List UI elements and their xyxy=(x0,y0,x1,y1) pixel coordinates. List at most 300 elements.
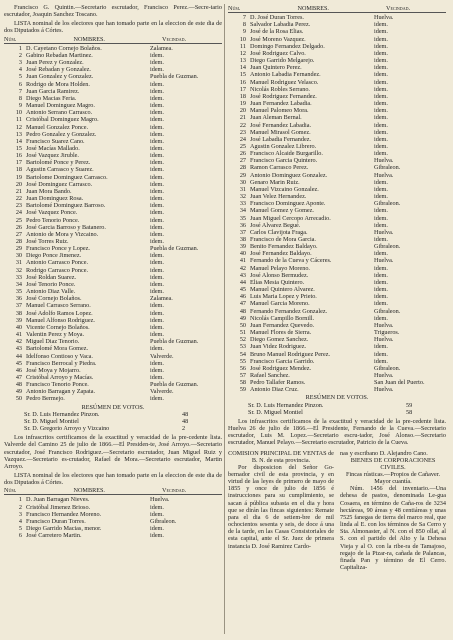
voter-name: Diego Gomez Sanchez. xyxy=(250,336,309,344)
voter-row xyxy=(4,388,222,395)
voter-residence: Gibraleon. xyxy=(374,364,401,372)
voter-row xyxy=(228,315,446,322)
voter-row xyxy=(228,172,446,179)
voter-residence: idem. xyxy=(150,66,164,74)
voter-name: Cristóbal Arroyo y Macías. xyxy=(26,373,94,381)
left-voter-list xyxy=(4,45,222,403)
voter-residence: idem. xyxy=(150,195,164,203)
voter-number: 30 xyxy=(15,252,22,260)
right-votes-title: RESÚMEN DE VOTOS. xyxy=(305,394,369,402)
voter-number: 11 xyxy=(240,42,246,50)
voter-name: Manuel Carrasco Serrano. xyxy=(26,302,91,310)
voter-residence: idem. xyxy=(374,300,388,308)
finca-text: Núm. 1456 del inventario.—Una dehesa de pastos, denominada Le-gua Cosaera, en término de Caña-ros de 3234 hectáreas, 90 áreas y 48 centiáreas y unas 7525 fanegas de tierra del marco real, que linda al E. con los términos de Sa Cerro y Sta. Almonaster, al N. con el 850 ollat, al S. con el partido del Alto y la Dehesa Vieja y al O. con la ribe-ra de Tamajoso, regajo de la Pizar-ra, cañada de Palancas, finada Pan y término de El Cerro. Capitaliza- xyxy=(340,485,446,572)
voter-number: 47 xyxy=(15,373,22,381)
voter-name: Luis Maria Lopez y Prieto. xyxy=(250,293,317,301)
voter-name: Manuel Mirasol Gomez. xyxy=(250,128,311,136)
voter-residence: Huelva. xyxy=(374,371,394,379)
voter-name: José Fernandez Labadia. xyxy=(250,121,311,129)
voter-name: Salvador Labadia Perez. xyxy=(250,21,311,29)
voter-residence: idem. xyxy=(374,357,388,365)
voter-name: D. Cayetano Cornejo Bolaños. xyxy=(26,44,102,52)
voter-residence: idem. xyxy=(374,49,388,57)
voter-name: Antonio Serrano Carrasco. xyxy=(26,109,93,117)
voter-residence: idem. xyxy=(150,51,164,59)
voter-row xyxy=(4,159,222,166)
voter-name: Diego Ponce Jimenez. xyxy=(26,252,82,260)
voter-residence: idem. xyxy=(374,286,388,294)
voter-row xyxy=(4,166,222,173)
voter-name: Diego Macias Feria. xyxy=(26,94,77,102)
voter-name: Juan Garcia Ramirez. xyxy=(26,87,80,95)
voter-number: 33 xyxy=(15,273,22,281)
voter-row xyxy=(228,279,446,286)
voter-row xyxy=(228,79,446,86)
voter-row xyxy=(228,250,446,257)
voter-residence: idem. xyxy=(150,116,164,124)
voter-name: José Carretero Martin. xyxy=(26,532,82,540)
voter-residence: idem. xyxy=(374,293,388,301)
voter-number: 34 xyxy=(239,207,246,215)
voter-row xyxy=(228,265,446,272)
voter-name: Francisco Dominguez Aponte. xyxy=(250,200,326,208)
voter-row xyxy=(4,124,222,131)
voter-number: 48 xyxy=(239,307,246,315)
voter-residence: idem. xyxy=(374,350,388,358)
voter-residence: idem. xyxy=(374,314,388,322)
voter-residence: idem. xyxy=(150,259,164,267)
voter-row xyxy=(228,71,446,78)
voter-number: 20 xyxy=(15,180,22,188)
voter-row xyxy=(4,288,222,295)
voter-name: José Dominguez Carrasco. xyxy=(26,180,93,188)
voter-number: 47 xyxy=(239,300,246,308)
commission-block xyxy=(228,450,334,572)
voter-row xyxy=(228,157,446,164)
column-divider xyxy=(224,4,225,634)
voter-name: José Rodriguez Mendez. xyxy=(250,364,311,372)
voter-residence: idem. xyxy=(150,345,164,353)
voter-residence: idem. xyxy=(150,510,164,518)
voter-name: José Rodriguez Fernandez. xyxy=(250,92,317,100)
voter-name: Valentin Perez y Moya. xyxy=(26,331,85,339)
header-home: Vecindad. xyxy=(162,487,187,495)
voter-number: 44 xyxy=(239,278,246,286)
voter-residence: idem. xyxy=(374,28,388,36)
voter-number: 2 xyxy=(18,503,22,511)
voter-name: Juan Videz Rodriguez. xyxy=(250,343,307,351)
voter-name: Diego Garrido Melgarejo. xyxy=(250,57,315,65)
voter-name: Miguel Diaz Tenorio. xyxy=(26,338,80,346)
voter-number: 38 xyxy=(239,236,246,243)
voter-residence: idem. xyxy=(374,64,388,72)
voter-row xyxy=(4,317,222,324)
voter-row xyxy=(4,310,222,317)
left-column xyxy=(4,4,222,539)
voter-row xyxy=(4,73,222,80)
voter-residence: Huelva. xyxy=(374,386,394,394)
voter-number: 55 xyxy=(239,357,246,365)
voter-row xyxy=(4,324,222,331)
voter-residence: idem. xyxy=(150,166,164,174)
voter-residence: idem. xyxy=(150,266,164,274)
voter-name: Fernando de la Cueva y Cáceres. xyxy=(250,257,332,265)
voter-residence: idem. xyxy=(374,236,388,243)
voter-number: 29 xyxy=(239,171,246,179)
voter-row xyxy=(228,365,446,372)
voter-number: 22 xyxy=(239,121,246,129)
voter-row xyxy=(228,243,446,250)
voter-number: 5 xyxy=(18,525,22,533)
voter-name: Juan Fernandez Quevedo. xyxy=(250,321,315,329)
voter-number: 11 xyxy=(16,116,22,124)
voter-name: Manuel Flores de Sierra. xyxy=(250,329,312,337)
voter-row xyxy=(4,102,222,109)
voter-name: Rodrigo Carrasco Ponce. xyxy=(26,266,89,274)
voter-name: Francisco Hernandez Moreno. xyxy=(26,510,102,518)
voter-name: Manuel Gomez y Gomez. xyxy=(250,207,314,215)
voter-row xyxy=(4,360,222,367)
voter-residence: idem. xyxy=(374,85,388,93)
candidate-name: Sr. D. Luis Hernandez Pinzon. xyxy=(24,410,100,418)
voter-residence: Trigueros. xyxy=(374,329,400,337)
voter-residence: idem. xyxy=(374,35,388,43)
voter-name: Francisco Tenorio Ponce. xyxy=(26,381,89,389)
voter-number: 19 xyxy=(239,100,246,108)
voter-name: Francisco Ponce y Lopez. xyxy=(26,245,90,253)
left-list2-header xyxy=(4,487,222,495)
voter-name: Pedro Bermejo. xyxy=(26,395,65,403)
voter-name: Francisco Duran Torres. xyxy=(26,517,86,525)
voter-residence: idem. xyxy=(150,288,164,296)
voter-number: 4 xyxy=(18,66,22,74)
voter-name: Diego Garrido Macias, menor. xyxy=(26,525,102,533)
voter-name: Manuel Gonzalez Ponce. xyxy=(26,123,89,131)
voter-residence: idem. xyxy=(374,78,388,86)
voter-number: 28 xyxy=(239,164,246,172)
voter-row xyxy=(4,138,222,145)
voter-row xyxy=(228,150,446,157)
voter-row xyxy=(4,217,222,224)
voter-residence: idem. xyxy=(374,214,388,222)
left-list2-title: LISTA nominal de los electores que han tomado parte en la eleccion de este dia de dos Diputados á Córtes. xyxy=(4,472,222,487)
voter-name: Juan Aleman Bernal. xyxy=(250,114,302,122)
voter-number: 21 xyxy=(15,187,22,195)
voter-number: 45 xyxy=(15,359,22,367)
vote-row xyxy=(228,402,446,409)
voter-name: Francisco de Mora Garcia. xyxy=(250,236,316,243)
voter-residence: idem. xyxy=(374,178,388,186)
voter-number: 48 xyxy=(15,381,22,389)
header-name: NOMBRES. xyxy=(297,5,329,12)
voter-number: 12 xyxy=(15,123,22,131)
voter-row xyxy=(4,95,222,102)
voter-number: 15 xyxy=(239,71,246,79)
left-result-text: Los infrascritos certificamos de la exactitud y veracidad de la pre-cedente lista. Valverde del Camino 25 de julio de 1866.—El Presiden-te, José Arroyo.—Secretario escrutador, José Francisco Rodriguez.—Secretario escrutador, Juan Miguel Ruiz y Vazquez.—Secretario es-crutador, Rafael de Mora.—Secretario escrutador, Martin Arroyo. xyxy=(4,434,222,470)
voter-name: Rafael Sanchez. xyxy=(250,371,290,379)
voter-name: José Vazquez Ponce. xyxy=(26,209,78,217)
voter-row xyxy=(4,245,222,252)
voter-name: Vicente Cornejo Bolaños. xyxy=(26,323,90,331)
header-num: Núm. xyxy=(4,487,17,495)
voter-number: 6 xyxy=(18,532,22,540)
voter-residence: idem. xyxy=(374,142,388,150)
header-home: Vecindad. xyxy=(162,35,187,43)
voter-number: 50 xyxy=(239,321,246,329)
voter-number: 37 xyxy=(15,302,22,310)
voter-residence: idem. xyxy=(374,121,388,129)
voter-name: José Rebadan y Gonzalez. xyxy=(26,66,91,74)
voter-number: 9 xyxy=(18,102,22,110)
voter-row xyxy=(4,188,222,195)
voter-number: 18 xyxy=(239,92,246,100)
voter-residence: Valverde. xyxy=(150,388,174,396)
voter-number: 41 xyxy=(15,331,22,339)
voter-number: 7 xyxy=(18,87,22,95)
voter-number: 17 xyxy=(239,85,246,93)
candidate-name: Sr. D. Luis Hernandez Pinzon. xyxy=(248,401,324,409)
vote-row xyxy=(4,418,222,425)
voter-number: 10 xyxy=(239,35,246,43)
voter-number: 40 xyxy=(239,250,246,258)
voter-name: José Fernandez Baldayo. xyxy=(250,250,312,258)
voter-residence: idem. xyxy=(150,152,164,160)
voter-name: José Moreno Vazquez. xyxy=(250,35,306,43)
voter-residence: Valverde. xyxy=(150,352,174,360)
voter-name: Gabino Rebadan Martinez. xyxy=(26,51,93,59)
voter-residence: idem. xyxy=(374,92,388,100)
voter-row xyxy=(4,45,222,52)
voter-number: 13 xyxy=(239,57,246,65)
voter-residence: idem. xyxy=(150,323,164,331)
voter-name: Juan Mora Bando. xyxy=(26,187,72,195)
voter-name: José Tenorio Ponce. xyxy=(26,280,76,288)
voter-name: Bruno Manuel Rodriguez Perez. xyxy=(250,350,331,358)
voter-row xyxy=(4,66,222,73)
voter-row xyxy=(4,109,222,116)
voter-row xyxy=(228,107,446,114)
voter-row xyxy=(4,231,222,238)
voter-row xyxy=(4,52,222,59)
voter-residence: idem. xyxy=(150,273,164,281)
voter-residence: idem. xyxy=(150,230,164,238)
voter-residence: Huelva. xyxy=(374,171,394,179)
voter-name: Elias Mesia Quintero. xyxy=(250,278,305,286)
left-voter-list-2 xyxy=(4,496,222,539)
voter-name: Bartolomé Dominguez Barroso. xyxy=(26,202,106,210)
voter-residence: idem. xyxy=(150,123,164,131)
voter-name: José Cornejo Bolaños. xyxy=(26,295,82,303)
voter-name: José Torres Ruiz. xyxy=(26,238,69,245)
voter-row xyxy=(228,358,446,365)
voter-name: Francisco Garcia Garrido. xyxy=(250,357,315,365)
voter-number: 25 xyxy=(15,216,22,224)
voter-row xyxy=(4,202,222,209)
voter-row xyxy=(4,532,222,539)
voter-row xyxy=(4,374,222,381)
voter-row xyxy=(4,525,222,532)
voter-row xyxy=(228,322,446,329)
voter-row xyxy=(228,300,446,307)
voter-name: Pedro Tenorio Ponce. xyxy=(26,216,80,224)
right-column xyxy=(228,4,446,571)
voter-residence: Gibraleon. xyxy=(374,200,401,208)
voter-name: Agustin Carrasco y Suarez. xyxy=(26,166,94,174)
voter-row xyxy=(4,338,222,345)
voter-row xyxy=(228,129,446,136)
voter-number: 43 xyxy=(15,345,22,353)
voter-residence: idem. xyxy=(150,532,164,540)
voter-residence: idem. xyxy=(150,87,164,95)
voter-row xyxy=(228,343,446,350)
finca-title: Fincas rústicas.—Propios de Cañaver. Mayor cuantía. xyxy=(346,471,440,486)
voter-name: José Garcia Barroso y Batanero. xyxy=(26,223,106,231)
voter-number: 23 xyxy=(239,128,246,136)
voter-residence: Huelva. xyxy=(150,496,170,504)
voter-number: 32 xyxy=(239,193,246,201)
voter-number: 7 xyxy=(242,14,246,22)
voter-name: Manuel Quintero Alvarez. xyxy=(250,286,315,294)
voter-name: Carlos Clavijota Fraga. xyxy=(250,228,308,236)
voter-row xyxy=(228,379,446,386)
voter-number: 10 xyxy=(15,109,22,117)
voter-residence: idem. xyxy=(150,302,164,310)
vote-count: 2 xyxy=(182,425,186,433)
voter-name: José Rodriguez Calvo. xyxy=(250,49,306,57)
header-home: Vecindad. xyxy=(386,5,411,12)
voter-row xyxy=(4,116,222,123)
voter-number: 26 xyxy=(15,223,22,231)
voter-residence: Huelva. xyxy=(374,321,394,329)
voter-number: 49 xyxy=(15,388,22,396)
voter-name: Ramon Carrasco Perez. xyxy=(250,164,309,172)
voter-row xyxy=(4,267,222,274)
voter-row xyxy=(228,164,446,171)
voter-row xyxy=(4,145,222,152)
voter-residence: Huelva. xyxy=(374,14,394,22)
voter-number: 45 xyxy=(239,286,246,294)
voter-row xyxy=(4,224,222,231)
voter-residence: Puebla de Guzman. xyxy=(150,338,199,346)
voter-residence: idem. xyxy=(150,238,164,245)
voter-row xyxy=(4,274,222,281)
voter-number: 16 xyxy=(15,152,22,160)
voter-number: 34 xyxy=(15,280,22,288)
voter-number: 1 xyxy=(18,44,22,52)
voter-residence: idem. xyxy=(150,144,164,152)
voter-row xyxy=(4,209,222,216)
voter-name: Antonio Diaz Valle. xyxy=(26,288,76,296)
voter-row xyxy=(4,131,222,138)
voter-row xyxy=(228,193,446,200)
voter-name: Francisco Suarez Cano. xyxy=(26,137,85,145)
voter-row xyxy=(228,57,446,64)
voter-row xyxy=(228,93,446,100)
voter-residence: idem. xyxy=(150,102,164,110)
voter-number: 1 xyxy=(18,496,22,504)
voter-row xyxy=(228,28,446,35)
right-list-header xyxy=(228,5,446,13)
voter-number: 38 xyxy=(15,309,22,317)
header-name: NOMBRES. xyxy=(73,487,105,495)
voter-number: 23 xyxy=(15,202,22,210)
voter-name: Manuel Alfonso Rodriguez. xyxy=(26,316,95,324)
voter-number: 8 xyxy=(242,21,246,29)
voter-row xyxy=(4,381,222,388)
voter-row xyxy=(228,86,446,93)
voter-name: Pedro Tallafer Ramos. xyxy=(250,379,306,387)
vote-count: 48 xyxy=(182,417,189,425)
voter-row xyxy=(228,222,446,229)
voter-number: 39 xyxy=(239,243,246,251)
voter-number: 14 xyxy=(15,137,22,145)
voter-row xyxy=(4,81,222,88)
voter-residence: Gibraleon. xyxy=(374,307,401,315)
voter-row xyxy=(228,122,446,129)
voter-residence: idem. xyxy=(374,42,388,50)
voter-residence: idem. xyxy=(150,180,164,188)
voter-row xyxy=(228,143,446,150)
voter-residence: idem. xyxy=(150,395,164,403)
voter-name: José Adolfo Ramos Lopez. xyxy=(26,309,93,317)
voter-name: Nicolás Robles Serrano. xyxy=(250,85,310,93)
voter-number: 25 xyxy=(239,142,246,150)
voter-residence: idem. xyxy=(374,271,388,279)
voter-number: 52 xyxy=(239,336,246,344)
voter-name: D. Juan Barragan Nieves. xyxy=(26,496,90,504)
header-name: NOMBRES. xyxy=(73,35,105,43)
commission-title: COMISION PRINCIPAL DE VENTAS de B. N. de esta provincia. xyxy=(228,449,334,464)
voter-residence: Puebla de Guzman. xyxy=(150,381,199,389)
voter-row xyxy=(4,59,222,66)
voter-number: 33 xyxy=(239,200,246,208)
voter-residence: Huelva. xyxy=(374,336,394,344)
voter-row xyxy=(4,295,222,302)
voter-number: 28 xyxy=(15,238,22,245)
voter-residence: idem. xyxy=(150,525,164,533)
voter-number: 24 xyxy=(15,209,22,217)
right-box-text: nas y escribano D. Alejandro Cano. xyxy=(340,449,428,457)
voter-name: Bartolomé Mora Gomez. xyxy=(26,345,89,353)
voter-residence: idem. xyxy=(150,373,164,381)
voter-name: Manuel Dominguez Magro. xyxy=(26,102,95,110)
voter-row xyxy=(4,518,222,525)
voter-residence: idem. xyxy=(150,209,164,217)
commission-text: Por disposicion del Señor Go-bernador civil de esta provincia, y en virtud de las leyes de primero de mayo de 1855 y once de julio de 1856 é instrucciones para su cumplimiento, se sacan á pública subasta en el dia y hora que se dirán las fincas siguientes: Remate para el dia 6 de setiem-bre de mil ochocientos sesenta y seis, de doce á una de la tarde, en las Casas Consistoriales de esta capital, ante el Sr. Juez de primera instancia D. José Ramirez Cardo- xyxy=(228,463,334,550)
voter-row xyxy=(228,257,446,264)
voter-residence: Puebla de Guzman. xyxy=(150,73,199,81)
voter-residence: idem. xyxy=(374,100,388,108)
voter-number: 14 xyxy=(239,64,246,72)
voter-name: Juan Velez Hernandez. xyxy=(250,193,307,201)
voter-number: 3 xyxy=(18,59,22,67)
voter-residence: Puebla de Guzman. xyxy=(150,245,199,253)
voter-number: 31 xyxy=(15,259,22,267)
voter-residence: idem. xyxy=(374,185,388,193)
voter-number: 13 xyxy=(15,130,22,138)
voter-number: 57 xyxy=(239,371,246,379)
voter-residence: Zalamea. xyxy=(150,295,173,303)
voter-number: 36 xyxy=(15,295,22,303)
left-intro: Francisco G. Quintin.—Secretario escrutador, Francisco Perez.—Secre-tario escrutador, Joaquin Sanchez Toscano. xyxy=(4,4,222,19)
voter-name: Juan Perez y Gonzalez. xyxy=(26,59,84,67)
voter-row xyxy=(4,252,222,259)
voter-number: 35 xyxy=(239,214,246,222)
voter-name: Manuel Palomeo Mora. xyxy=(250,107,309,115)
voter-number: 46 xyxy=(15,366,22,374)
voter-name: Agustin Gonzalez Librero. xyxy=(250,142,317,150)
voter-residence: idem. xyxy=(150,331,164,339)
